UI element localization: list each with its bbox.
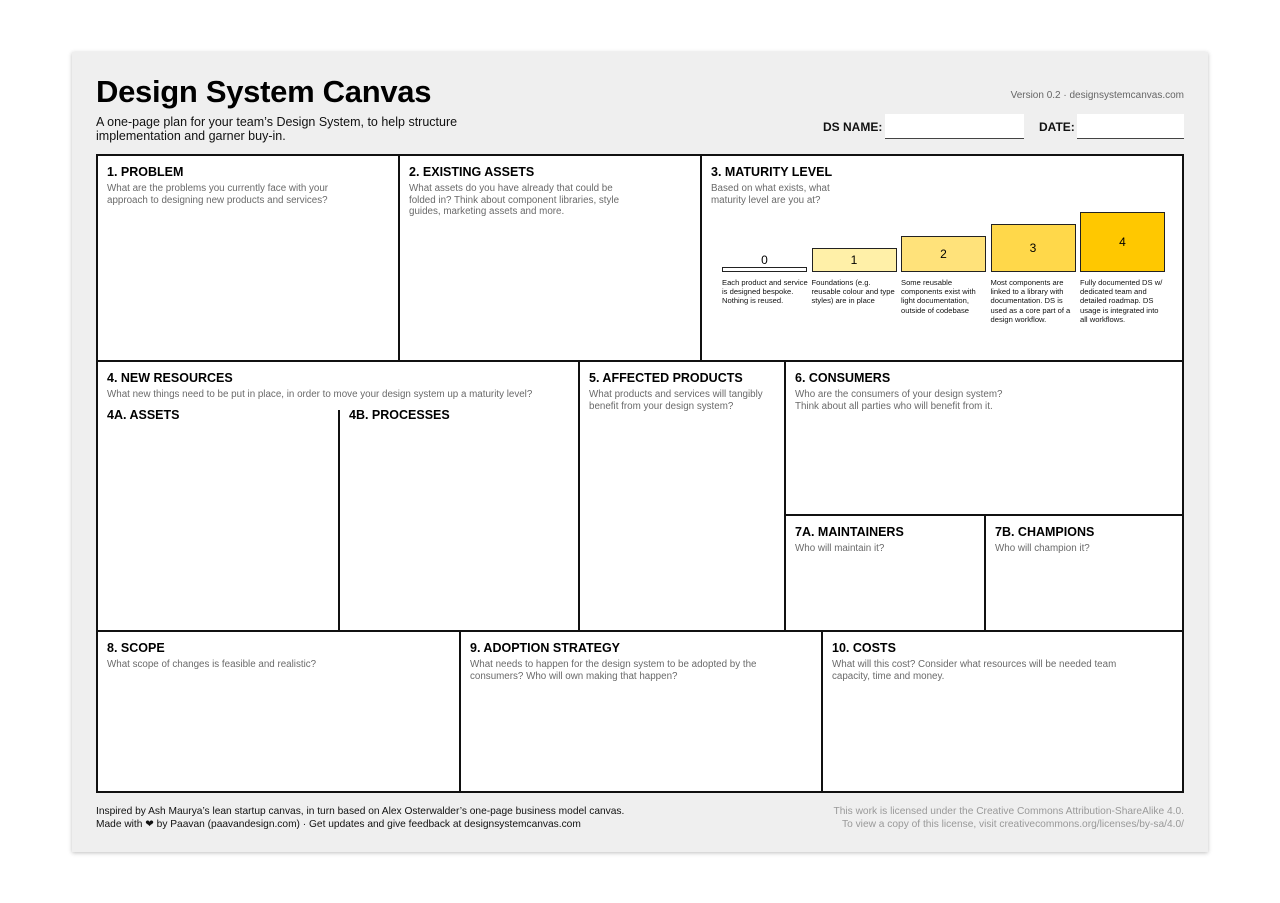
version-label: Version 0.2 · designsystemcanvas.com — [1010, 90, 1184, 101]
maturity-level-description: Fully documented DS w/ dedicated team and detailed roadmap. DS usage is integrated into all workflows. — [1080, 278, 1163, 324]
section-4a-assets[interactable] — [98, 404, 338, 630]
section-prompt: What assets do you have already that could be folded in? Think about component libraries, style guides, marketing assets and more. — [409, 183, 620, 217]
section-costs[interactable] — [823, 632, 1182, 791]
section-title: 10. COSTS — [832, 641, 896, 655]
section-champions[interactable] — [986, 516, 1182, 630]
maturity-level-number: 1 — [850, 253, 858, 267]
section-prompt: What will this cost? Consider what resources will be needed team capacity, time and money. — [832, 659, 1117, 682]
maturity-level-description: Some reusable components exist with light documentation, outside of codebase — [901, 278, 976, 315]
heart-icon: ❤ — [145, 819, 154, 830]
grid-divider — [398, 156, 400, 360]
grid-divider — [578, 362, 580, 630]
maturity-level-1-box[interactable] — [812, 248, 897, 272]
grid-divider — [700, 156, 702, 360]
grid-divider — [338, 410, 340, 630]
section-existing-assets[interactable] — [400, 156, 700, 360]
section-title: 7A. MAINTAINERS — [795, 525, 904, 539]
footer-credits — [96, 805, 624, 831]
section-title: 1. PROBLEM — [107, 165, 184, 179]
date-field[interactable] — [1077, 114, 1184, 139]
maturity-level-description: Most components are linked to a library with documentation. DS is used as a core part of a design workflow. — [990, 278, 1071, 324]
section-title: 5. AFFECTED PRODUCTS — [589, 371, 743, 385]
footer-license: This work is licensed under the Creative Commons Attribution-ShareAlike 4.0. To view a copy of this license, visit creativecommons.org/licenses/by-sa/4.0/ — [833, 806, 1184, 830]
section-title: 6. CONSUMERS — [795, 371, 891, 385]
maturity-level-number: 0 — [761, 253, 768, 267]
section-4b-processes[interactable] — [340, 404, 578, 630]
grid-divider — [459, 632, 461, 791]
footer-made-with: Made with ❤ by Paavan (paavandesign.com) · Get updates and give feedback at designsystemcanvas.com — [96, 819, 581, 830]
canvas-grid — [96, 154, 1184, 793]
section-maintainers[interactable] — [786, 516, 984, 630]
ds-name-label: DS NAME: — [823, 120, 883, 134]
footer-inspiration: Inspired by Ash Maurya’s lean startup canvas, in turn based on Alex Osterwalder’s one-page business model canvas. — [96, 806, 625, 817]
section-consumers[interactable] — [786, 362, 1182, 514]
maturity-level-description: Foundations (e.g. reusable colour and type styles) are in place — [811, 278, 895, 306]
canvas-sheet — [72, 52, 1208, 852]
section-prompt: What needs to happen for the design system to be adopted by the consumers? Who will own making that happen? — [470, 659, 757, 682]
maturity-level-4-box[interactable] — [1080, 212, 1165, 272]
section-prompt: What scope of changes is feasible and realistic? — [107, 659, 317, 670]
grid-divider — [784, 362, 786, 630]
grid-divider — [98, 360, 1182, 362]
maturity-level-number: 4 — [1119, 235, 1126, 249]
section-scope[interactable] — [98, 632, 459, 791]
section-title: 7B. CHAMPIONS — [995, 525, 1095, 539]
section-title: 4. NEW RESOURCES — [107, 371, 233, 385]
section-title: 4A. ASSETS — [107, 408, 180, 422]
section-prompt: Who are the consumers of your design system? Think about all parties who will benefit from it. — [795, 389, 1003, 412]
section-title: 2. EXISTING ASSETS — [409, 165, 535, 179]
section-affected-products[interactable] — [580, 362, 784, 630]
section-title: 3. MATURITY LEVEL — [711, 165, 833, 179]
grid-divider — [984, 516, 986, 630]
maturity-level-0-box[interactable] — [722, 253, 807, 272]
maturity-level-3-box[interactable] — [991, 224, 1076, 272]
grid-divider — [98, 630, 1182, 632]
section-problem[interactable] — [98, 156, 398, 360]
section-prompt: Who will maintain it? — [795, 543, 885, 554]
section-title: 8. SCOPE — [107, 641, 165, 655]
section-prompt: What new things need to be put in place, in order to move your design system up a maturity level? — [107, 389, 533, 400]
maturity-level-number: 2 — [940, 247, 947, 261]
maturity-level-description: Each product and service is designed bespoke. Nothing is reused. — [722, 278, 808, 306]
page-subtitle: A one-page plan for your team’s Design System, to help structure implementation and garner buy-in. — [96, 115, 458, 143]
page-title: Design System Canvas — [96, 74, 432, 109]
ds-name-field[interactable] — [885, 114, 1024, 139]
section-prompt: What products and services will tangibly benefit from your design system? — [589, 389, 763, 412]
section-title: 9. ADOPTION STRATEGY — [470, 641, 621, 655]
date-label: DATE: — [1039, 120, 1075, 134]
section-prompt: Who will champion it? — [995, 543, 1090, 554]
maturity-level-2-box[interactable] — [901, 236, 986, 272]
grid-divider — [821, 632, 823, 791]
section-prompt: Based on what exists, what maturity level are you at? — [711, 183, 830, 206]
section-adoption-strategy[interactable] — [461, 632, 821, 791]
section-title: 4B. PROCESSES — [349, 408, 450, 422]
maturity-level-number: 3 — [1029, 241, 1037, 255]
section-prompt: What are the problems you currently face with your approach to designing new products and services? — [107, 183, 329, 206]
